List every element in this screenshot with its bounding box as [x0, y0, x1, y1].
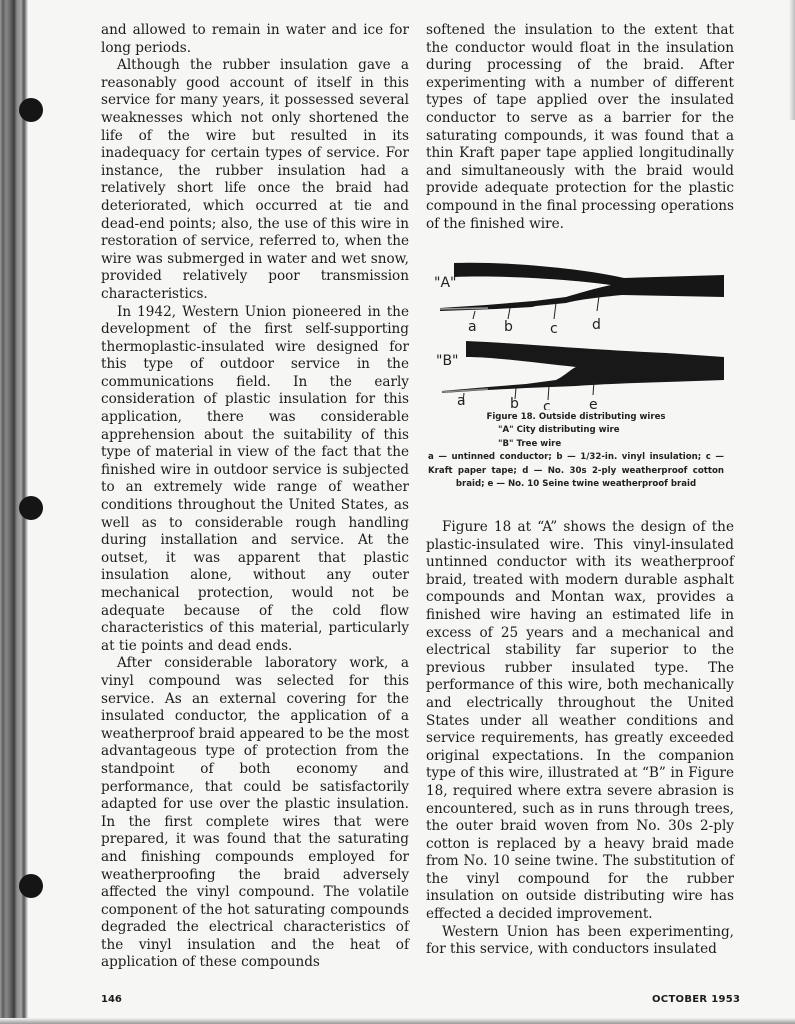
punch-hole — [19, 874, 43, 898]
figure-18-wire-photo — [426, 245, 726, 410]
caption-title: Figure 18. Outside distributing wires — [486, 412, 666, 422]
part-label: c — [550, 321, 558, 337]
wire-a-label: "A" — [434, 275, 457, 291]
part-label: a — [457, 393, 466, 409]
part-label: d — [592, 317, 601, 333]
page-edge-shadow — [789, 0, 795, 120]
paragraph: and allowed to remain in water and ice for long periods. — [101, 22, 409, 56]
part-label: b — [504, 319, 513, 335]
paragraph: Although the rubber insulation gave a reasonably good account of itself in this service for many years, it possessed several weaknesses which not only shortened the life of the wire but resulted in its inadequacy for certain types of service. For instance, the rubber insulation had a relatively short life once the braid had deteriorated, which occurred at tie and dead-end points; also, the use of this wire in restoration of service, referred to, when the wire was submerged in water and wet snow, provided relatively poor transmission characteristics. — [101, 57, 409, 302]
paragraph: Figure 18 at “A” shows the design of the plastic-insulated wire. This vinyl-insulated untinned conductor with its weatherproof braid, treated with modern durable asphalt compounds and Montan wax, provides a finished wire having an estimated life in excess of 25 years and a mechanical and electrical stability far superior to the previous rubber insulated type. The performance of this wire, both mechanically and electrically throughout the United States under all weather conditions and service requirements, has greatly exceeded original expectations. In the companion type of this wire, illustrated at “B” in Figure 18, required where extra severe abrasion is encountered, such as in runs through trees, the outer braid woven from No. 30s 2-ply cotton is replaced by a heavy braid made from No. 10 seine twine. The substitution of the vinyl compound for the rubber insulation on outside distributing wire has effected a decided improvement. — [426, 519, 734, 923]
punch-hole — [19, 98, 43, 122]
right-column-top — [426, 22, 734, 233]
paragraph: Western Union has been experimenting, for this service, with conductors insulated — [426, 923, 734, 958]
left-column — [101, 22, 409, 972]
wire-b-label: "B" — [436, 353, 459, 369]
part-label: e — [589, 397, 598, 410]
caption-line-a: "A" City distributing wire — [498, 425, 620, 436]
page-number: 146 — [101, 994, 122, 1005]
page-bottom-edge — [0, 1018, 795, 1024]
punch-hole — [19, 496, 43, 520]
right-column-bottom — [426, 519, 734, 959]
part-label: c — [543, 399, 551, 410]
paragraph: After considerable laboratory work, a vinyl compound was selected for this service. As an external covering for the insulated conductor, the application of a weatherproof braid appeared to be the most advantageous type of protection from the standpoint of both economy and performance, that could be satisfactorily adapted for use over the plastic insulation. In the first complete wires that were prepared, it was found that the saturating and finishing compounds employed for weatherproofing the braid adversely affected the vinyl compound. The volatile component of the hot saturating compounds degraded the electrical characteristics of the vinyl insulation and the heat of application of these compounds — [101, 655, 409, 971]
figure-caption — [428, 411, 724, 491]
caption-legend: a — untinned conductor; b — 1/32-in. vinyl insulation; c — Kraft paper tape; d — No. 30s 2-ply weatherproof cotton braid; e — No. 10 Seine twine weatherproof braid — [428, 452, 724, 490]
issue-date: OCTOBER 1953 — [652, 994, 741, 1005]
paragraph: softened the insulation to the extent that the conductor would float in the insulation during processing of the braid. After experimenting with a number of different types of tape applied over the insulated conductor to serve as a barrier for the saturating compounds, it was found that a thin Kraft paper tape applied longitudinally and simultaneously with the braid would provide adequate protection for the plastic compound in the final processing operations of the finished wire. — [426, 22, 734, 232]
part-label: b — [510, 396, 519, 410]
paragraph: In 1942, Western Union pioneered in the development of the first self-supporting thermoplastic-insulated wire designed for this type of outdoor service in the communications field. In the early consideration of plastic insulation for this application, there was considerable apprehension about the suitability of this type of material in view of the fact that the finished wire in outdoor service is subjected to an extremely wide range of weather conditions throughout the United States, as well as to considerable rough handling during installation and service. At the outset, it was apparent that plastic insulation alone, without any outer mechanical protection, would not be adequate because of the cold flow characteristics of this material, particularly at tie points and dead ends. — [101, 303, 409, 654]
caption-line-b: "B" Tree wire — [498, 438, 562, 449]
part-label: a — [468, 319, 477, 335]
